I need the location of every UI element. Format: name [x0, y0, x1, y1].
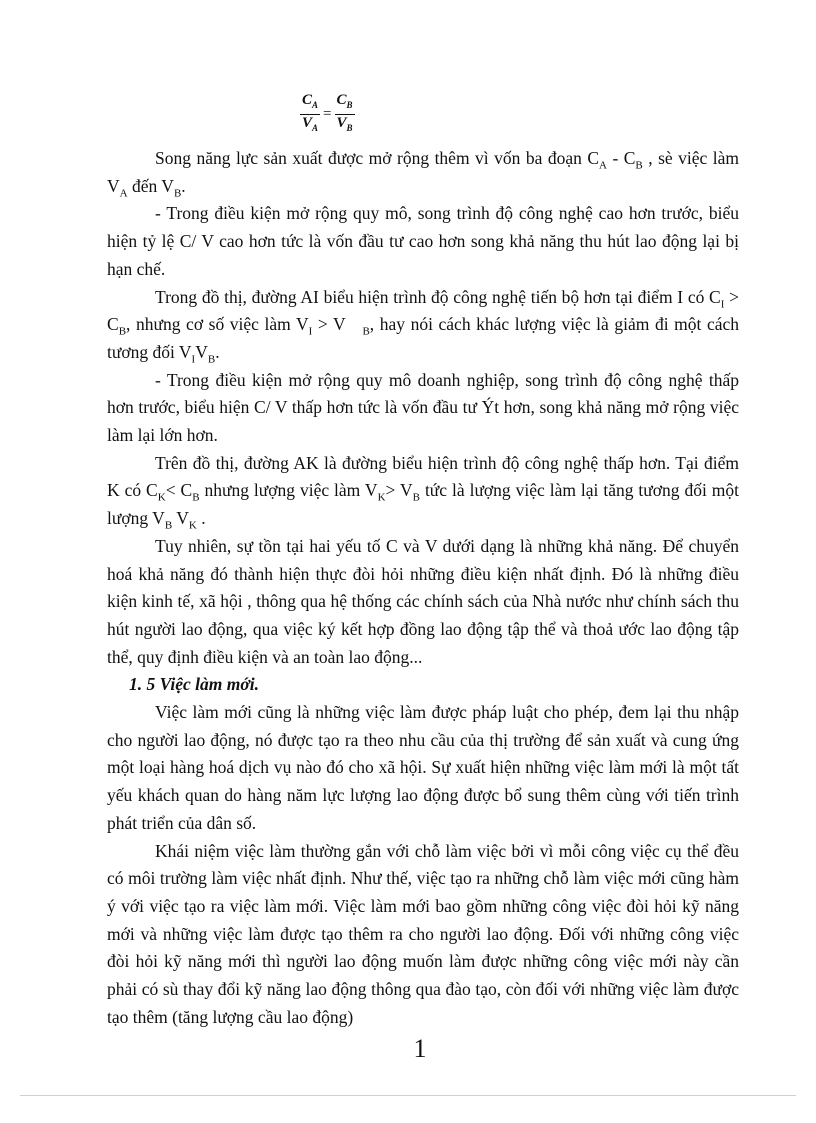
fraction-left-denominator: $V_A$: [302, 115, 319, 133]
paragraph-line-ai: Trong đồ thị, đường AI biểu hiện trình độ công nghệ tiến bộ hơn tại điểm I có $C_I > C_B$, nhưng cơ số việc làm $V_I > V$ $_B$, hay nói cách khác lượng việc là giảm đi một cách tương đối $V_IV_B$.: [107, 286, 739, 366]
fraction-left: [300, 92, 320, 137]
paragraph-high-tech: - Trong điều kiện mở rộng quy mô, song trình độ công nghệ cao hơn trước, biểu hiện tỷ lệ C/ V cao hơn tức là vốn đầu tư cao hơn song khả năng thu hút lao động lại bị hạn chế.: [107, 203, 739, 279]
fraction-right-numerator: $C_B$: [335, 92, 355, 115]
fraction-right: [335, 92, 355, 137]
paragraph-line-ak: Trên đồ thị, đường AK là đường biểu hiện trình độ công nghệ thấp hơn. Tại điểm K có $C_K< C_B$ nhưng lượng việc làm $V_K> V_B$ tức là lượng việc làm lại tăng tương đối một lượng $V_B$ $V_K$ .: [107, 452, 740, 532]
section-heading: 1. 5 Việc làm mới.: [129, 674, 259, 695]
paragraph-low-tech: - Trong điều kiện mở rộng quy mô doanh nghiệp, song trình độ công nghệ thấp hơn trước, biểu hiện C/ V thấp hơn tức là vốn đầu tư Ýt hơn, song khả năng mở rộng việc làm lại lớn hơn.: [107, 369, 739, 446]
paragraph-capacity: Song năng lực sản xuất được mở rộng thêm vì vốn ba đoạn $C_A - C_B$ , sè việc làm $V_A$ đến $V_B$.: [107, 148, 740, 200]
footer-divider: [20, 1095, 796, 1096]
equals-sign: =: [323, 106, 332, 122]
paragraph-job-concept: Khái niệm việc làm thường gắn với chỗ làm việc bởi vì mỗi công việc cụ thể đều có môi trường làm việc nhất định. Như thế, việc tạo ra những chỗ làm việc mới cũng hàm ý với việc tạo ra việc làm mới. Việc làm mới bao gồm những công việc đòi hỏi kỹ năng mới và những việc làm được tạo thêm ra cho người lao động. Đối với những công việc đòi hỏi kỹ năng mới thì người lao động muốn làm được những công việc mới này cần phải có sù thay đổi kỹ năng lao động thông qua đào tạo, còn đối với những việc làm được tạo thêm (tăng lượng cầu lao động): [107, 840, 739, 1027]
ratio-formula: [300, 92, 355, 137]
page-number: 1: [413, 1034, 427, 1063]
paragraph-conditions: Tuy nhiên, sự tồn tại hai yếu tố C và V dưới dạng là những khả năng. Để chuyển hoá khả năng đó thành hiện thực đòi hỏi những điều kiện nhất định. Đó là những điều kiện kinh tế, xã hội , thông qua hệ thống các chính sách của Nhà nước như chính sách thu hút người lao động, qua việc ký kết hợp đồng lao động tập thể và thoả ước lao động tập thể, quy định điều kiện và an toàn lao động...: [107, 535, 739, 667]
fraction-left-numerator: $C_A$: [300, 92, 320, 115]
paragraph-new-jobs: Việc làm mới cũng là những việc làm được pháp luật cho phép, đem lại thu nhập cho người lao động, nó được tạo ra theo nhu cầu của thị trường để sản xuất và cung ứng một loại hàng hoá dịch vụ nào đó cho xã hội. Sự xuất hiện những việc làm mới là một tất yếu khách quan do hàng năm lực lượng lao động được bổ sung thêm cùng với tiến trình phát triển của dân số.: [107, 702, 739, 833]
body-text: [107, 145, 739, 1032]
fraction-right-denominator: $V_B$: [336, 115, 353, 133]
